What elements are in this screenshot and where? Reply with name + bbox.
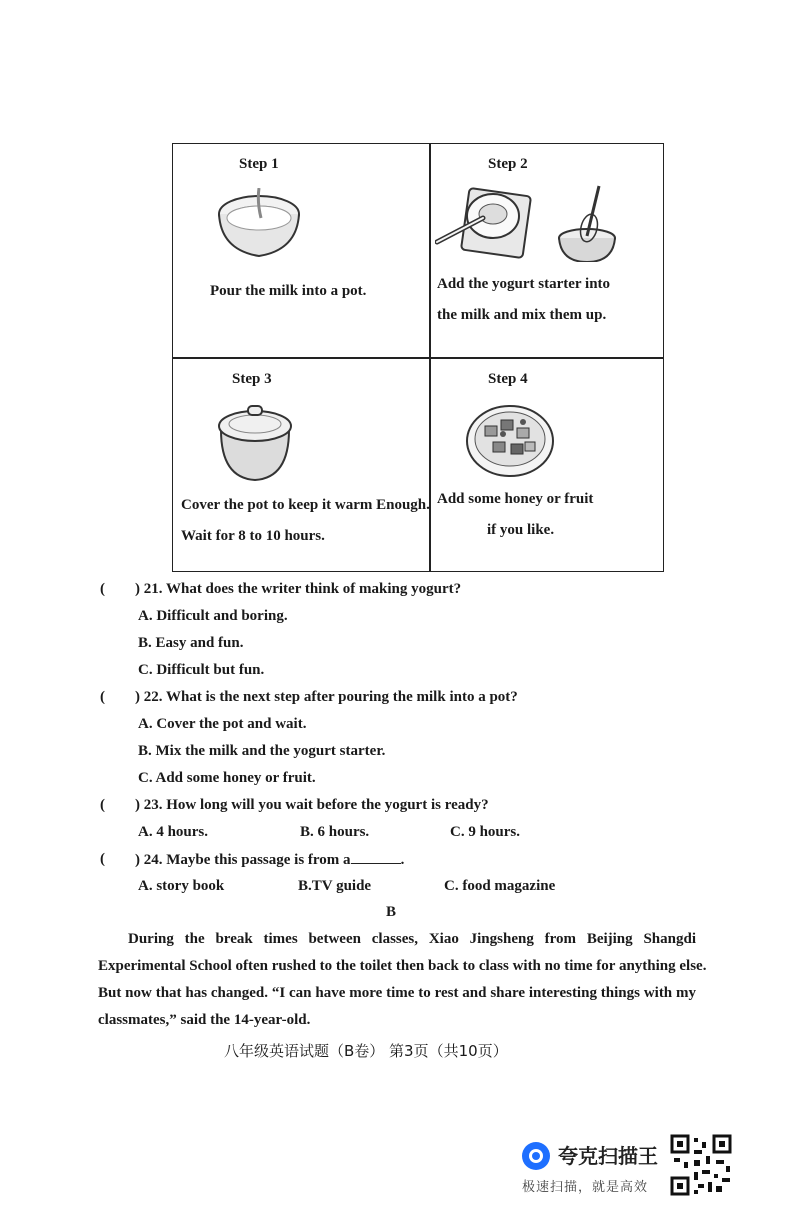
qr-code-icon	[670, 1134, 732, 1196]
q21-option-a: A. Difficult and boring.	[138, 608, 288, 624]
steps-table	[172, 143, 664, 572]
step-4-text-line-2: if you like.	[487, 522, 555, 538]
question-23: ) 23. How long will you wait before the yogurt is ready?	[135, 797, 489, 813]
passage-line-2: Experimental School often rushed to the toilet then back to class with no time for anything else.	[98, 958, 707, 974]
q23-option-a: A. 4 hours.	[138, 824, 209, 840]
yogurt-fruit-bowl-icon	[465, 404, 555, 478]
passage-line-1: During the break times between classes, Xiao Jingsheng from Beijing Shangdi	[128, 931, 696, 947]
step-4-title: Step 4	[488, 371, 528, 387]
step-4-text-line-1: Add some honey or fruit	[437, 491, 594, 507]
question-22: ) 22. What is the next step after pouring the milk into a pot?	[135, 689, 518, 705]
table-divider-horizontal	[173, 357, 663, 359]
q21-option-c: C. Difficult but fun.	[138, 662, 265, 678]
covered-pot-icon	[215, 402, 295, 484]
question-24	[135, 851, 404, 869]
step-3-title: Step 3	[232, 371, 272, 387]
section-b-heading: B	[386, 904, 397, 920]
q24-option-b: B.TV guide	[298, 878, 372, 894]
q24-option-a: A. story book	[138, 878, 225, 894]
q22-option-a: A. Cover the pot and wait.	[138, 716, 307, 732]
yogurt-starter-whisk-icon	[435, 182, 625, 262]
answer-paren: (	[100, 581, 105, 597]
scanner-logo-icon	[520, 1140, 552, 1172]
q23-option-b: B. 6 hours.	[300, 824, 370, 840]
passage-line-3: But now that has changed. “I can have more time to rest and share interesting things with my	[98, 985, 696, 1001]
page-footer: 八年级英语试题（B卷） 第3页（共10页）	[224, 1042, 508, 1060]
step-2-text-line-1: Add the yogurt starter into	[437, 276, 611, 292]
step-2-title: Step 2	[488, 156, 528, 172]
passage-line-4: classmates,” said the 14-year-old.	[98, 1012, 311, 1028]
answer-paren: (	[100, 851, 105, 867]
question-21: ) 21. What does the writer think of making yogurt?	[135, 581, 462, 597]
step-3-text-line-2: Wait for 8 to 10 hours.	[181, 528, 325, 544]
question-24-stem: ) 24. Maybe this passage is from a	[135, 852, 351, 868]
step-3-text-line-1: Cover the pot to keep it warm Enough.	[181, 497, 430, 513]
step-1-text: Pour the milk into a pot.	[210, 283, 367, 299]
scanner-brand: 夸克扫描王	[558, 1144, 658, 1168]
q22-option-b: B. Mix the milk and the yogurt starter.	[138, 743, 386, 759]
question-24-end: .	[400, 852, 405, 868]
step-1-title: Step 1	[239, 156, 279, 172]
q21-option-b: B. Easy and fun.	[138, 635, 244, 651]
answer-paren: (	[100, 797, 105, 813]
q22-option-c: C. Add some honey or fruit.	[138, 770, 316, 786]
step-2-text-line-2: the milk and mix them up.	[437, 307, 607, 323]
answer-paren: (	[100, 689, 105, 705]
pot-milk-icon	[215, 188, 303, 266]
q24-option-c: C. food magazine	[444, 878, 556, 894]
answer-blank	[351, 851, 401, 864]
scanner-slogan: 极速扫描，就是高效	[522, 1180, 649, 1195]
q23-option-c: C. 9 hours.	[450, 824, 521, 840]
